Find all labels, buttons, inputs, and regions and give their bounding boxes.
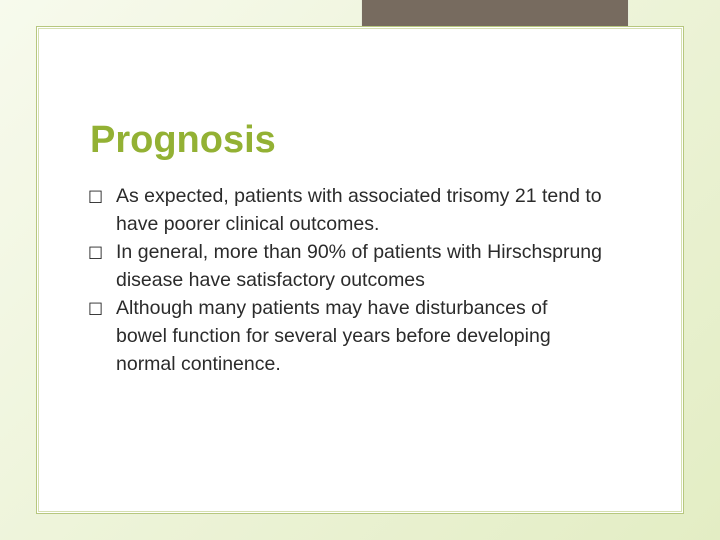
bullet-item <box>88 238 602 294</box>
bullet-list <box>88 182 602 378</box>
bullet-marker-icon: □ <box>88 242 104 261</box>
bullet-text: As expected, patients with associated trisomy 21 tend to have poorer clinical outcomes. <box>116 185 602 235</box>
bullet-marker-icon: □ <box>88 186 104 205</box>
bullet-text: In general, more than 90% of patients with Hirschsprung disease have satisfactory outcomes <box>116 241 602 291</box>
slide-title: Prognosis <box>90 119 276 161</box>
bullet-item <box>88 294 602 378</box>
bullet-text: Although many patients may have disturbances of bowel function for several years before developing normal continence. <box>116 297 551 375</box>
bullet-marker-icon: □ <box>88 298 104 317</box>
bullet-item <box>88 182 602 238</box>
